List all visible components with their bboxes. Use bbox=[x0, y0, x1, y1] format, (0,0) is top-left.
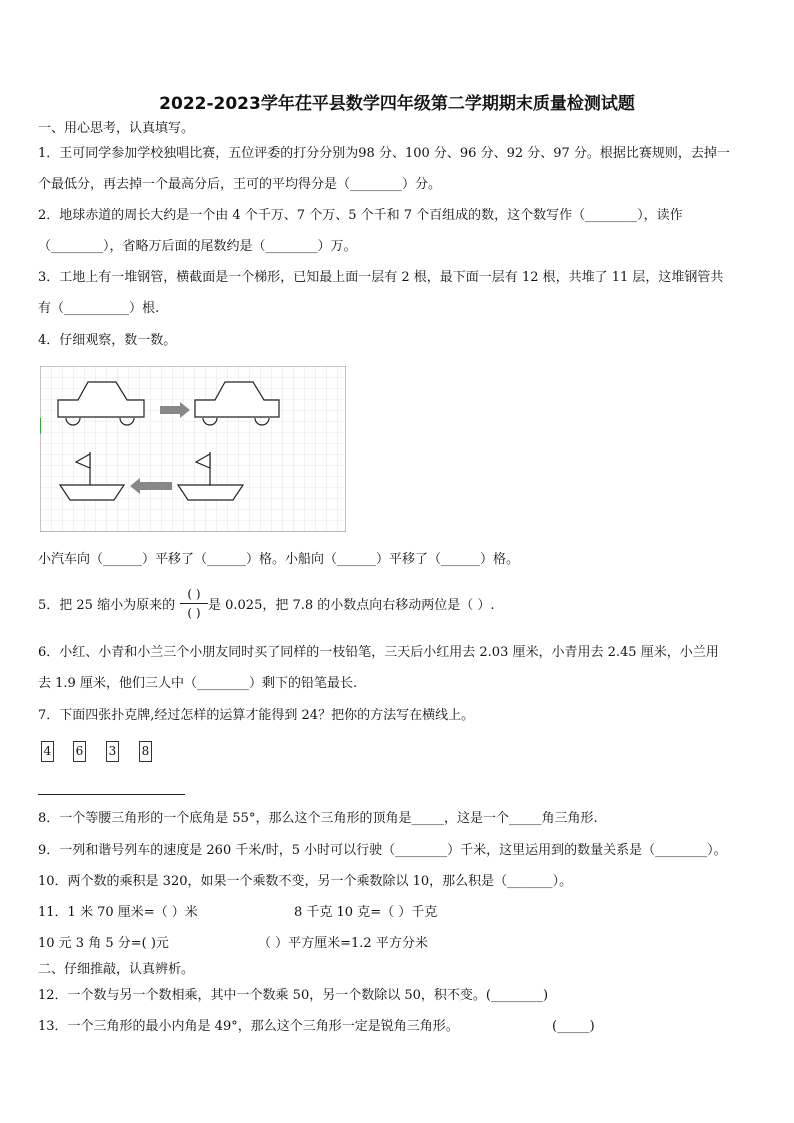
question-11-item-4: （ ）平方厘米=1.2 平方分米 bbox=[258, 936, 428, 951]
fraction-bar bbox=[180, 603, 208, 604]
question-1-line-1: 1．王可同学参加学校独唱比赛，五位评委的打分分别为98 分、100 分、96 分、92 分、97 分。根据比赛规则，去掉一 bbox=[38, 146, 730, 161]
section-heading-1: 一、用心思考，认真填写。 bbox=[38, 121, 195, 136]
question-3-line-2: 有（__________）根. bbox=[38, 301, 160, 316]
section-heading-2: 二、仔细推敲，认真辨析。 bbox=[38, 962, 195, 977]
page-title: 2022-2023学年茌平县数学四年级第二学期期末质量检测试题 bbox=[159, 94, 635, 114]
question-10: 10．两个数的乘积是 320，如果一个乘数不变，另一个乘数除以 10，那么积是（_______）。 bbox=[38, 874, 573, 889]
playing-card: 8 bbox=[139, 741, 152, 762]
playing-card: 3 bbox=[106, 741, 119, 762]
question-3-line-1: 3．工地上有一堆钢管，横截面是一个梯形，已知最上面一层有 2 根，最下面一层有 12 根，共堆了 11 层，这堆钢管共 bbox=[38, 270, 724, 285]
question-12: 12．一个数与另一个数相乘，其中一个数乘 50，另一个数除以 50，积不变。(________) bbox=[38, 988, 549, 1003]
question-2-line-2: （________），省略万后面的尾数约是（________）万。 bbox=[38, 239, 357, 254]
question-13-blank: (_____) bbox=[552, 1019, 595, 1034]
fraction-denominator: ( ) bbox=[187, 606, 201, 620]
question-1-line-2: 个最低分，再去掉一个最高分后，王可的平均得分是（________）分。 bbox=[38, 177, 442, 192]
question-6-line-2: 去 1.9 厘米，他们三人中（________）剩下的铅笔最长. bbox=[38, 676, 358, 691]
question-11-item-1: 11．1 米 70 厘米=（ ）米 bbox=[38, 905, 198, 920]
question-2-line-1: 2．地球赤道的周长大约是一个由 4 个千万、7 个万、5 个千和 7 个百组成的数，这个数写作（________），读作 bbox=[38, 208, 683, 223]
fraction-numerator: ( ) bbox=[187, 587, 201, 601]
question-7: 7．下面四张扑克牌,经过怎样的运算才能得到 24？把你的方法写在横线上。 bbox=[38, 708, 475, 723]
question-4: 4．仔细观察，数一数。 bbox=[38, 333, 177, 348]
question-4-answer: 小汽车向（______）平移了（______）格。小船向（______）平移了（______）格。 bbox=[38, 552, 520, 567]
translation-grid-figure bbox=[40, 366, 346, 532]
question-9: 9．一列和谐号列车的速度是 260 千米/时，5 小时可以行驶（________）千米，这里运用到的数量关系是（________）。 bbox=[38, 843, 727, 858]
question-11-item-2: 8 千克 10 克=（ ）千克 bbox=[294, 905, 438, 920]
question-13: 13．一个三角形的最小内角是 49°，那么这个三角形一定是锐角三角形。 bbox=[38, 1019, 459, 1034]
blank-fraction bbox=[180, 586, 208, 621]
answer-line bbox=[38, 794, 185, 795]
question-5-part-1: 5．把 25 缩小为原来的 bbox=[38, 598, 176, 613]
question-6-line-1: 6．小红、小青和小兰三个小朋友同时买了同样的一枝铅笔，三天后小红用去 2.03 厘米，小青用去 2.45 厘米，小兰用 bbox=[38, 645, 719, 660]
playing-card: 4 bbox=[41, 741, 54, 762]
question-8: 8．一个等腰三角形的一个底角是 55°，那么这个三角形的顶角是_____，这是一个_____角三角形. bbox=[38, 811, 598, 826]
question-5-part-2: 是 0.025，把 7.8 的小数点向右移动两位是（ ）. bbox=[208, 598, 495, 613]
playing-card: 6 bbox=[73, 741, 86, 762]
question-11-item-3: 10 元 3 角 5 分=( )元 bbox=[38, 936, 169, 951]
